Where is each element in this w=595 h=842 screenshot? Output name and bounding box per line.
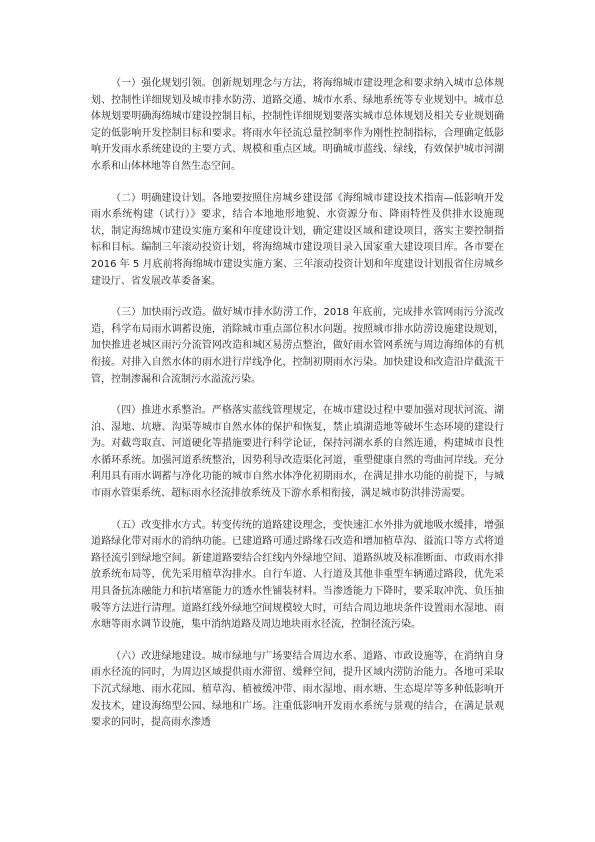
paragraph-planning-guidance: （一）强化规划引领。创新规划理念与方法，将海绵城市建设理念和要求纳入城市总体规划、控制性详细规划及城市排水防涝、道路交通、城市水系、绿地系统等专业规划中。城市总体规划要明确海绵城市建设控制目标，控制性详细规划要落实城市总体规划及相关专业规划确定的低影响开发控制目标和要求。将雨水年径流总量控制率作为刚性控制指标，合理确定低影响开发雨水系统建设的主要方式、规模和重点区域。明确城市蓝线、绿线，有效保护城市河湖水系和山体林地等自然生态空间。 xyxy=(91,78,504,172)
paragraph-drainage-method: （五）改变排水方式。转变传统的道路建设理念，变快速汇水外排为就地吸水缓排，增强道路绿化带对雨水的消纳功能。已建道路可通过路缘石改造和增加植草沟、溢流口等方式将道路径流引到绿地空间。新建道路要结合红线内外绿地空间、道路纵坡及标准断面、市政雨水排放系统布局等，优先采用植草沟排水。自行车道、人行道及其他非重型车辆通过路段，优先采用具备抗冻融能力和抗堵塞能力的透水性铺装材料。当渗透能力下降时，要采取冲洗、负压抽吸等方法进行清理。道路红线外绿地空间规模较大时，可结合周边地块条件设置雨水湿地、雨水塘等雨水调节设施，集中消纳道路及周边地块雨水径流，控制径流污染。 xyxy=(91,519,504,631)
paragraph-construction-plan: （二）明确建设计划。各地要按照住房城乡建设部《海绵城市建设技术指南—低影响开发雨水系统构建（试行）》要求，结合本地地形地貌、水资源分布、降雨特性及供排水设施现状，制定海绵城市建设实施方案和年度建设计划，确定建设区域和建设项目，落实主要控制指标和目标。编制三年滚动投资计划，将海绵城市建设项目录入国家重大建设项目库。各市要在 2016 年 5 月底前将海绵城市建设实施方案、三年滚动投资计划和年度建设计划报省住房城乡建设厅、省发展改革委备案。 xyxy=(91,192,504,287)
paragraph-sewage-renovation: （三）加快雨污改造。做好城市排水防涝工作，2018 年底前，完成排水管网雨污分流改造，科学布局雨水调蓄设施，消除城市重点部位积水问题。按照城市排水防涝设施建设规划，加快推进老城区雨污分流管网改造和城区易涝点整治，做好雨水管网系统与周边海绵体的有机衔接。对排入自然水体的雨水进行岸线净化，控制初期雨水污染。加快建设和改造沿岸截流干管，控制渗漏和合流制污水溢流污染。 xyxy=(91,307,504,385)
document-body xyxy=(91,76,504,747)
paragraph-water-system-remediation: （四）推进水系整治。严格落实蓝线管理规定，在城市建设过程中要加强对现状河流、湖泊、湿地、坑塘、沟渠等城市自然水体的保护和恢复，禁止填湖造地等破坏生态环境的建设行为。对截弯取直、河道硬化等措施要进行科学论证，保持河湖水系的自然连通，构建城市良性水循环系统。加强河道系统整治，因势利导改造渠化河道，重塑健康自然的弯曲河岸线。充分利用具有雨水调蓄与净化功能的城市自然水体净化初期雨水，在满足排水功能的前提下，与城市雨水管渠系统、超标雨水径流排放系统及下游水系相衔接，满足城市防洪排涝需要。 xyxy=(91,405,504,500)
paragraph-green-space: （六）改进绿地建设。城市绿地与广场要结合周边水系、道路、市政设施等，在消纳自身雨水径流的同时，为周边区域提供雨水滞留、缓释空间，提升区域内涝防治能力。各地可采取下沉式绿地、雨水花园、植草沟、植被缓冲带、雨水湿地、雨水塘、生态堤岸等多种低影响开发技术，建设海绵型公园、绿地和广场。注重低影响开发雨水系统与景观的结合，在满足景观要求的同时，提高雨水渗透 xyxy=(91,650,504,729)
